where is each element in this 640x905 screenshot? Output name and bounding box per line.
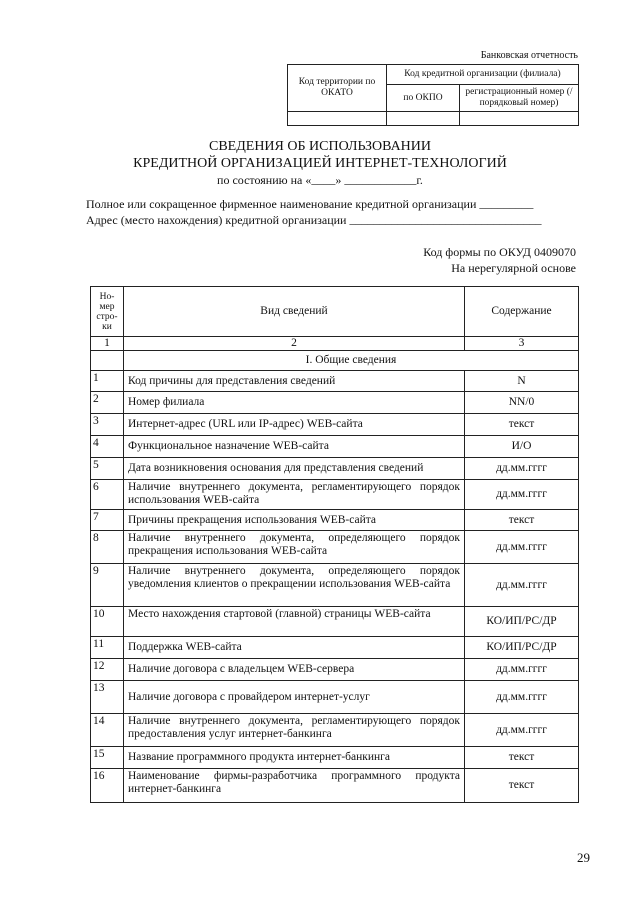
row-number: 9 [91,564,124,607]
document-title-line2: КРЕДИТНОЙ ОРГАНИЗАЦИЕЙ ИНТЕРНЕТ-ТЕХНОЛОГИЙ [133,156,507,171]
table-row [91,510,579,531]
table-row [91,747,579,769]
row-value: дд.мм.гггг [465,681,579,714]
info-table [90,286,579,803]
row-kind: Наличие внутреннего документа, определяющего порядок уведомления клиентов о прекращении использования WEB-сайта [124,564,465,607]
row-number: 16 [91,769,124,803]
row-kind: Дата возникновения основания для представления сведений [124,458,465,480]
row-kind: Причины прекращения использования WEB-сайта [124,510,465,531]
address-label: Адрес (место нахождения) кредитной организации [86,213,347,227]
row-value: текст [465,769,579,803]
row-value: дд.мм.гггг [465,564,579,607]
row-value: дд.мм.гггг [465,458,579,480]
row-number: 6 [91,480,124,510]
row-value: дд.мм.гггг [465,659,579,681]
row-value: дд.мм.гггг [465,531,579,564]
day-blank[interactable]: ____ [311,172,336,186]
date-blank[interactable]: ____________ [344,172,417,186]
row-kind: Наличие договора с владельцем WEB-сервера [124,659,465,681]
row-kind: Поддержка WEB-сайта [124,637,465,659]
row-kind: Наличие внутреннего документа, определяющего порядок прекращения использования WEB-сайта [124,531,465,564]
as-of-mid: » [335,173,342,187]
col-number-3: 3 [465,337,579,351]
row-kind: Наличие договора с провайдером интернет-услуг [124,681,465,714]
form-code-block [423,244,576,276]
row-value: NN/0 [465,392,579,414]
row-value: дд.мм.гггг [465,480,579,510]
row-kind: Номер филиала [124,392,465,414]
row-value: И/О [465,436,579,458]
table-row [91,564,579,607]
row-value: текст [465,414,579,436]
row-value: дд.мм.гггг [465,714,579,747]
reg-number-value[interactable] [460,112,579,126]
table-row [91,769,579,803]
row-number: 12 [91,659,124,681]
section-title: I. Общие сведения [124,351,579,371]
report-type-note: Банковская отчетность [480,50,578,61]
table-row [91,681,579,714]
header-row-number: Но- мер стро- ки [91,287,124,337]
section-num-empty [91,351,124,371]
table-row [91,371,579,392]
table-row [91,637,579,659]
document-title-line1: СВЕДЕНИЯ ОБ ИСПОЛЬЗОВАНИИ [208,139,432,154]
table-row [91,531,579,564]
row-number: 1 [91,371,124,392]
row-number: 3 [91,414,124,436]
okud-code: Код формы по ОКУД 0409070 [423,245,576,259]
header-kind: Вид сведений [124,287,465,337]
row-number: 13 [91,681,124,714]
row-number: 15 [91,747,124,769]
as-of-prefix: по состоянию на « [217,173,312,187]
row-number: 2 [91,392,124,414]
row-number: 5 [91,458,124,480]
row-kind: Наименование фирмы-разработчика программного продукта интернет-банкинга [124,769,465,803]
row-number: 7 [91,510,124,531]
as-of-suffix: г. [416,173,423,187]
periodicity: На нерегулярной основе [451,261,576,275]
reg-number-label: регистрационный номер (/порядковый номер) [460,85,579,112]
territory-code-value[interactable] [288,112,387,126]
row-number: 10 [91,607,124,637]
org-name-blank[interactable]: _________ [479,196,534,210]
row-kind: Место нахождения стартовой (главной) страницы WEB-сайта [124,607,465,637]
row-kind: Наличие внутреннего документа, регламентирующего порядок предоставления услуг интернет-банкинга [124,714,465,747]
table-row [91,714,579,747]
col-number-1: 1 [91,337,124,351]
address-blank[interactable]: ________________________________ [349,212,542,226]
okpo-label: по ОКПО [387,85,460,112]
table-row [91,480,579,510]
table-row [91,607,579,637]
row-value: КО/ИП/РС/ДР [465,607,579,637]
row-value: текст [465,747,579,769]
row-kind: Название программного продукта интернет-банкинга [124,747,465,769]
table-row [91,414,579,436]
row-value: КО/ИП/РС/ДР [465,637,579,659]
row-number: 11 [91,637,124,659]
col-number-2: 2 [124,337,465,351]
okpo-value[interactable] [387,112,460,126]
row-number: 14 [91,714,124,747]
codes-table [287,64,579,126]
row-kind: Функциональное назначение WEB-сайта [124,436,465,458]
table-row [91,436,579,458]
row-kind: Код причины для представления сведений [124,371,465,392]
row-kind: Интернет-адрес (URL или IP-адрес) WEB-сайта [124,414,465,436]
org-name-label: Полное или сокращенное фирменное наименование кредитной организации [86,197,477,211]
table-row [91,659,579,681]
header-content: Содержание [465,287,579,337]
table-row [91,392,579,414]
as-of-date [0,173,640,188]
org-name-field [86,197,533,212]
row-kind: Наличие внутреннего документа, регламентирующего порядок использования WEB-сайта [124,480,465,510]
row-value: N [465,371,579,392]
credit-org-code-label: Код кредитной организации (филиала) [387,65,579,85]
row-number: 8 [91,531,124,564]
territory-code-label: Код территории по ОКАТО [288,65,387,112]
row-number: 4 [91,436,124,458]
address-field [86,213,541,228]
row-value: текст [465,510,579,531]
page-number: 29 [577,850,590,865]
table-row [91,458,579,480]
